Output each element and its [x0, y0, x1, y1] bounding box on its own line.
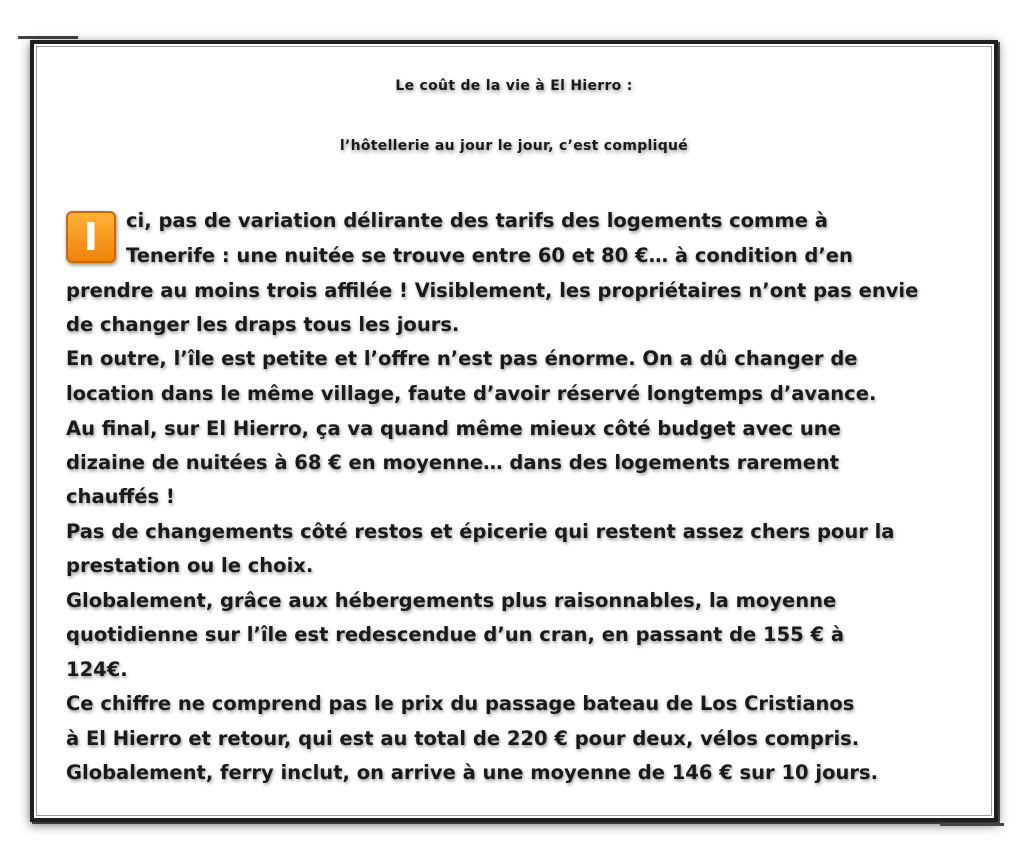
body-text-line: Au final, sur El Hierro, ça va quand même mieux côté budget avec une — [66, 417, 841, 440]
body-text-line: Ce chiffre ne comprend pas le prix du passage bateau de Los Cristianos — [66, 692, 855, 715]
drop-cap-letter: I — [66, 211, 116, 263]
body-text-line: prestation ou le choix. — [66, 554, 314, 577]
body-text-line: chauffés ! — [66, 485, 175, 508]
body-text-line: location dans le même village, faute d’avoir réservé longtemps d’avance. — [66, 382, 877, 405]
body-text-line: Tenerife : une nuitée se trouve entre 60 et 80 €… à condition d’en — [126, 244, 853, 267]
body-text-line: prendre au moins trois affilée ! Visiblement, les propriétaires n’ont pas envie — [66, 279, 919, 302]
body-text-line: Globalement, grâce aux hébergements plus raisonnables, la moyenne — [66, 589, 837, 612]
body-text-line: à El Hierro et retour, qui est au total de 220 € pour deux, vélos compris. — [66, 727, 860, 750]
body-text-line: de changer les draps tous les jours. — [66, 313, 460, 336]
body-text-line: Globalement, ferry inclut, on arrive à une moyenne de 146 € sur 10 jours. — [66, 761, 878, 784]
frame-corner-mark — [940, 823, 1004, 826]
body-text-line: En outre, l’île est petite et l’offre n’est pas énorme. On a dû changer de — [66, 347, 858, 370]
body-text-line: 124€. — [66, 658, 128, 681]
body-text-line: Pas de changements côté restos et épicerie qui restent assez chers pour la — [66, 520, 895, 543]
body-text-line: quotidienne sur l’île est redescendue d’un cran, en passant de 155 € à — [66, 623, 845, 646]
frame-corner-mark — [18, 36, 78, 39]
article-title-line-2: l’hôtellerie au jour le jour, c’est compliqué — [339, 138, 689, 154]
article-title-line-1: Le coût de la vie à El Hierro : — [395, 78, 633, 94]
body-text-line: ci, pas de variation délirante des tarifs des logements comme à — [126, 209, 828, 232]
body-text-line: dizaine de nuitées à 68 € en moyenne… dans des logements rarement — [66, 451, 840, 474]
